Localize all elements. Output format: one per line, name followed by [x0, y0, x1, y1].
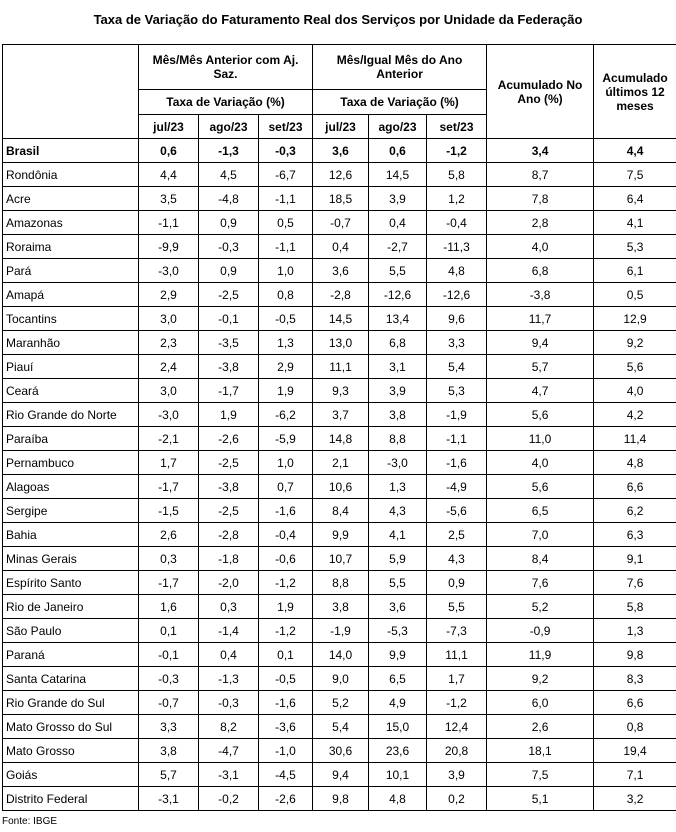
value-cell: -2,6 [199, 427, 259, 451]
value-cell: 0,1 [259, 643, 313, 667]
table-row [3, 475, 676, 499]
value-cell: 5,8 [427, 163, 487, 187]
table-row [3, 691, 676, 715]
value-cell: -2,5 [199, 451, 259, 475]
value-cell: 7,8 [487, 187, 594, 211]
header-taxa-yoy: Taxa de Variação (%) [313, 90, 487, 115]
value-cell: -1,8 [199, 547, 259, 571]
value-cell: 8,7 [487, 163, 594, 187]
value-cell: 12,6 [313, 163, 369, 187]
value-cell: 4,8 [369, 787, 427, 811]
value-cell: 11,0 [487, 427, 594, 451]
value-cell: 4,2 [594, 403, 676, 427]
value-cell: -1,1 [427, 427, 487, 451]
value-cell: 1,3 [594, 619, 676, 643]
value-cell: 14,5 [369, 163, 427, 187]
value-cell: 5,5 [369, 571, 427, 595]
state-name: Minas Gerais [3, 547, 139, 571]
value-cell: 1,2 [427, 187, 487, 211]
value-cell: 9,2 [487, 667, 594, 691]
value-cell: 4,3 [369, 499, 427, 523]
value-cell: 8,4 [487, 547, 594, 571]
value-cell: 2,8 [487, 211, 594, 235]
table-row [3, 451, 676, 475]
value-cell: 8,2 [199, 715, 259, 739]
value-cell: -0,7 [313, 211, 369, 235]
value-cell: 6,2 [594, 499, 676, 523]
value-cell: -12,6 [369, 283, 427, 307]
value-cell: 5,9 [369, 547, 427, 571]
value-cell: 3,4 [487, 139, 594, 163]
value-cell: 9,8 [313, 787, 369, 811]
value-cell: -1,7 [139, 475, 199, 499]
value-cell: 9,2 [594, 331, 676, 355]
value-cell: 6,6 [594, 691, 676, 715]
state-name: Amazonas [3, 211, 139, 235]
value-cell: 1,0 [259, 259, 313, 283]
value-cell: 5,7 [487, 355, 594, 379]
value-cell: 3,2 [594, 787, 676, 811]
state-name: Alagoas [3, 475, 139, 499]
value-cell: 3,9 [369, 187, 427, 211]
value-cell: 0,2 [427, 787, 487, 811]
value-cell: 0,7 [259, 475, 313, 499]
value-cell: 13,4 [369, 307, 427, 331]
table-row [3, 331, 676, 355]
value-cell: -2,1 [139, 427, 199, 451]
value-cell: -4,7 [199, 739, 259, 763]
value-cell: 4,7 [487, 379, 594, 403]
header-group-yoy: Mês/Igual Mês do Ano Anterior [313, 45, 487, 90]
value-cell: -3,5 [199, 331, 259, 355]
value-cell: -2,7 [369, 235, 427, 259]
state-name: Piauí [3, 355, 139, 379]
value-cell: -3,8 [199, 475, 259, 499]
value-cell: -1,6 [259, 691, 313, 715]
value-cell: -3,6 [259, 715, 313, 739]
value-cell: 5,2 [313, 691, 369, 715]
state-name: Rondônia [3, 163, 139, 187]
state-name: São Paulo [3, 619, 139, 643]
value-cell: -1,9 [313, 619, 369, 643]
state-name: Pará [3, 259, 139, 283]
value-cell: 4,8 [427, 259, 487, 283]
table-row [3, 187, 676, 211]
table-row [3, 235, 676, 259]
table-row [3, 163, 676, 187]
header-month: ago/23 [199, 115, 259, 139]
value-cell: 6,3 [594, 523, 676, 547]
value-cell: 6,8 [369, 331, 427, 355]
value-cell: 14,8 [313, 427, 369, 451]
value-cell: 9,9 [313, 523, 369, 547]
value-cell: 5,7 [139, 763, 199, 787]
value-cell: 19,4 [594, 739, 676, 763]
value-cell: 7,5 [487, 763, 594, 787]
value-cell: 3,0 [139, 379, 199, 403]
value-cell: -2,5 [199, 283, 259, 307]
value-cell: 9,4 [487, 331, 594, 355]
value-cell: -4,8 [199, 187, 259, 211]
value-cell: 3,7 [313, 403, 369, 427]
value-cell: 9,6 [427, 307, 487, 331]
value-cell: 14,0 [313, 643, 369, 667]
value-cell: 2,3 [139, 331, 199, 355]
value-cell: 3,6 [313, 259, 369, 283]
value-cell: 0,9 [199, 211, 259, 235]
header-acum-12: Acumulado últimos 12 meses [594, 45, 676, 139]
value-cell: -3,1 [199, 763, 259, 787]
value-cell: 12,9 [594, 307, 676, 331]
source-note: Fonte: IBGE [2, 816, 58, 827]
table-row [3, 307, 676, 331]
value-cell: 9,8 [594, 643, 676, 667]
value-cell: 3,9 [369, 379, 427, 403]
table-row-brasil [3, 139, 676, 163]
header-blank [3, 45, 139, 139]
value-cell: 5,6 [594, 355, 676, 379]
value-cell: -3,8 [199, 355, 259, 379]
header-acum-ano: Acumulado No Ano (%) [487, 45, 594, 139]
value-cell: 5,8 [594, 595, 676, 619]
value-cell: 0,6 [369, 139, 427, 163]
value-cell: 0,8 [594, 715, 676, 739]
value-cell: 3,3 [427, 331, 487, 355]
value-cell: 1,3 [259, 331, 313, 355]
state-name: Tocantins [3, 307, 139, 331]
table-row [3, 379, 676, 403]
value-cell: -2,6 [259, 787, 313, 811]
state-name: Bahia [3, 523, 139, 547]
state-name: Pernambuco [3, 451, 139, 475]
value-cell: 23,6 [369, 739, 427, 763]
state-name: Maranhão [3, 331, 139, 355]
value-cell: 15,0 [369, 715, 427, 739]
value-cell: -0,2 [199, 787, 259, 811]
value-cell: 5,6 [487, 403, 594, 427]
value-cell: -0,4 [427, 211, 487, 235]
value-cell: 1,7 [139, 451, 199, 475]
value-cell: -11,3 [427, 235, 487, 259]
value-cell: -3,1 [139, 787, 199, 811]
table-row [3, 403, 676, 427]
value-cell: 2,9 [259, 355, 313, 379]
value-cell: -0,5 [259, 307, 313, 331]
table-row [3, 787, 676, 811]
state-name: Ceará [3, 379, 139, 403]
table-row [3, 595, 676, 619]
value-cell: 5,3 [427, 379, 487, 403]
value-cell: 4,3 [427, 547, 487, 571]
value-cell: 3,3 [139, 715, 199, 739]
state-name: Rio de Janeiro [3, 595, 139, 619]
table-row [3, 355, 676, 379]
value-cell: -6,2 [259, 403, 313, 427]
value-cell: 20,8 [427, 739, 487, 763]
value-cell: 0,3 [199, 595, 259, 619]
value-cell: -3,0 [139, 403, 199, 427]
value-cell: 1,9 [259, 595, 313, 619]
state-name: Goiás [3, 763, 139, 787]
value-cell: 13,0 [313, 331, 369, 355]
state-name: Distrito Federal [3, 787, 139, 811]
value-cell: -6,7 [259, 163, 313, 187]
table-row [3, 523, 676, 547]
table-row [3, 571, 676, 595]
value-cell: 6,5 [487, 499, 594, 523]
value-cell: -4,5 [259, 763, 313, 787]
value-cell: 1,0 [259, 451, 313, 475]
value-cell: -4,9 [427, 475, 487, 499]
value-cell: 2,6 [487, 715, 594, 739]
value-cell: -1,1 [259, 235, 313, 259]
value-cell: 4,1 [594, 211, 676, 235]
value-cell: -1,2 [427, 691, 487, 715]
value-cell: -0,4 [259, 523, 313, 547]
value-cell: 0,3 [139, 547, 199, 571]
value-cell: -1,4 [199, 619, 259, 643]
state-name: Paraná [3, 643, 139, 667]
value-cell: 7,1 [594, 763, 676, 787]
data-table [2, 44, 676, 811]
state-name: Rio Grande do Norte [3, 403, 139, 427]
value-cell: -5,9 [259, 427, 313, 451]
value-cell: 18,5 [313, 187, 369, 211]
value-cell: -9,9 [139, 235, 199, 259]
table-row [3, 283, 676, 307]
value-cell: 4,0 [594, 379, 676, 403]
value-cell: 30,6 [313, 739, 369, 763]
value-cell: 2,9 [139, 283, 199, 307]
table-row [3, 619, 676, 643]
value-cell: 7,6 [487, 571, 594, 595]
value-cell: 5,3 [594, 235, 676, 259]
value-cell: 3,0 [139, 307, 199, 331]
value-cell: 10,1 [369, 763, 427, 787]
value-cell: -1,6 [259, 499, 313, 523]
value-cell: 3,8 [139, 739, 199, 763]
value-cell: 8,8 [313, 571, 369, 595]
value-cell: 4,0 [487, 235, 594, 259]
value-cell: -1,6 [427, 451, 487, 475]
value-cell: 3,6 [369, 595, 427, 619]
value-cell: -0,7 [139, 691, 199, 715]
value-cell: 0,6 [139, 139, 199, 163]
value-cell: -7,3 [427, 619, 487, 643]
value-cell: 1,6 [139, 595, 199, 619]
value-cell: 9,4 [313, 763, 369, 787]
table-row [3, 211, 676, 235]
value-cell: 6,6 [594, 475, 676, 499]
value-cell: -3,0 [139, 259, 199, 283]
table-row [3, 763, 676, 787]
value-cell: 6,5 [369, 667, 427, 691]
table-row [3, 715, 676, 739]
value-cell: -5,6 [427, 499, 487, 523]
value-cell: 11,7 [487, 307, 594, 331]
state-name: Santa Catarina [3, 667, 139, 691]
value-cell: 6,8 [487, 259, 594, 283]
header-month: ago/23 [369, 115, 427, 139]
value-cell: 18,1 [487, 739, 594, 763]
value-cell: 11,1 [427, 643, 487, 667]
value-cell: -2,5 [199, 499, 259, 523]
value-cell: 0,1 [139, 619, 199, 643]
value-cell: 7,6 [594, 571, 676, 595]
value-cell: 5,6 [487, 475, 594, 499]
value-cell: 0,8 [259, 283, 313, 307]
value-cell: 11,1 [313, 355, 369, 379]
header-month: set/23 [427, 115, 487, 139]
table-row [3, 667, 676, 691]
header-taxa-mom: Taxa de Variação (%) [139, 90, 313, 115]
value-cell: 0,9 [427, 571, 487, 595]
value-cell: -1,1 [259, 187, 313, 211]
value-cell: -5,3 [369, 619, 427, 643]
value-cell: 9,3 [313, 379, 369, 403]
value-cell: 2,1 [313, 451, 369, 475]
value-cell: 3,8 [369, 403, 427, 427]
value-cell: 5,1 [487, 787, 594, 811]
value-cell: 3,9 [427, 763, 487, 787]
value-cell: 1,7 [427, 667, 487, 691]
state-name: Brasil [3, 139, 139, 163]
value-cell: -2,0 [199, 571, 259, 595]
value-cell: 0,5 [259, 211, 313, 235]
value-cell: -3,0 [369, 451, 427, 475]
value-cell: 1,9 [199, 403, 259, 427]
value-cell: 12,4 [427, 715, 487, 739]
state-name: Espírito Santo [3, 571, 139, 595]
value-cell: 3,1 [369, 355, 427, 379]
state-name: Sergipe [3, 499, 139, 523]
value-cell: -1,5 [139, 499, 199, 523]
state-name: Mato Grosso [3, 739, 139, 763]
value-cell: 11,9 [487, 643, 594, 667]
value-cell: 6,0 [487, 691, 594, 715]
table-row [3, 427, 676, 451]
value-cell: 5,5 [369, 259, 427, 283]
header-month: set/23 [259, 115, 313, 139]
value-cell: 0,5 [594, 283, 676, 307]
value-cell: -1,7 [199, 379, 259, 403]
value-cell: -0,3 [139, 667, 199, 691]
value-cell: -0,5 [259, 667, 313, 691]
value-cell: -0,6 [259, 547, 313, 571]
value-cell: 1,3 [369, 475, 427, 499]
value-cell: -0,3 [199, 691, 259, 715]
value-cell: 10,6 [313, 475, 369, 499]
value-cell: 9,1 [594, 547, 676, 571]
table-row [3, 259, 676, 283]
value-cell: -1,3 [199, 667, 259, 691]
value-cell: 8,8 [369, 427, 427, 451]
state-name: Amapá [3, 283, 139, 307]
value-cell: 3,6 [313, 139, 369, 163]
table-row [3, 499, 676, 523]
value-cell: 8,4 [313, 499, 369, 523]
value-cell: -1,3 [199, 139, 259, 163]
value-cell: -3,8 [487, 283, 594, 307]
value-cell: -0,3 [199, 235, 259, 259]
header-group-mom: Mês/Mês Anterior com Aj. Saz. [139, 45, 313, 90]
value-cell: 11,4 [594, 427, 676, 451]
value-cell: 2,5 [427, 523, 487, 547]
table-row [3, 643, 676, 667]
value-cell: -0,9 [487, 619, 594, 643]
value-cell: -2,8 [313, 283, 369, 307]
value-cell: 5,4 [313, 715, 369, 739]
value-cell: -1,2 [259, 619, 313, 643]
value-cell: 4,8 [594, 451, 676, 475]
value-cell: 3,5 [139, 187, 199, 211]
value-cell: 0,4 [313, 235, 369, 259]
value-cell: -1,1 [139, 211, 199, 235]
value-cell: -1,2 [259, 571, 313, 595]
state-name: Mato Grosso do Sul [3, 715, 139, 739]
table-row [3, 547, 676, 571]
value-cell: 2,4 [139, 355, 199, 379]
value-cell: 6,1 [594, 259, 676, 283]
value-cell: 5,4 [427, 355, 487, 379]
value-cell: 4,4 [594, 139, 676, 163]
table-title: Taxa de Variação do Faturamento Real dos Serviços por Unidade da Federação [93, 12, 583, 27]
value-cell: -1,2 [427, 139, 487, 163]
value-cell: 7,5 [594, 163, 676, 187]
value-cell: 14,5 [313, 307, 369, 331]
value-cell: 6,4 [594, 187, 676, 211]
value-cell: 10,7 [313, 547, 369, 571]
value-cell: 9,9 [369, 643, 427, 667]
table-row [3, 739, 676, 763]
header-month: jul/23 [313, 115, 369, 139]
value-cell: 5,5 [427, 595, 487, 619]
value-cell: 9,0 [313, 667, 369, 691]
value-cell: -0,1 [199, 307, 259, 331]
value-cell: 7,0 [487, 523, 594, 547]
value-cell: 4,9 [369, 691, 427, 715]
value-cell: 5,2 [487, 595, 594, 619]
value-cell: -0,3 [259, 139, 313, 163]
value-cell: 0,4 [199, 643, 259, 667]
value-cell: 4,4 [139, 163, 199, 187]
value-cell: -1,7 [139, 571, 199, 595]
state-name: Rio Grande do Sul [3, 691, 139, 715]
header-month: jul/23 [139, 115, 199, 139]
state-name: Paraíba [3, 427, 139, 451]
value-cell: 2,6 [139, 523, 199, 547]
value-cell: 4,5 [199, 163, 259, 187]
value-cell: 4,1 [369, 523, 427, 547]
value-cell: -1,0 [259, 739, 313, 763]
state-name: Acre [3, 187, 139, 211]
value-cell: 3,8 [313, 595, 369, 619]
value-cell: -1,9 [427, 403, 487, 427]
value-cell: 4,0 [487, 451, 594, 475]
value-cell: -0,1 [139, 643, 199, 667]
value-cell: -2,8 [199, 523, 259, 547]
value-cell: 8,3 [594, 667, 676, 691]
value-cell: 1,9 [259, 379, 313, 403]
value-cell: 0,9 [199, 259, 259, 283]
value-cell: 0,4 [369, 211, 427, 235]
state-name: Roraima [3, 235, 139, 259]
value-cell: -12,6 [427, 283, 487, 307]
